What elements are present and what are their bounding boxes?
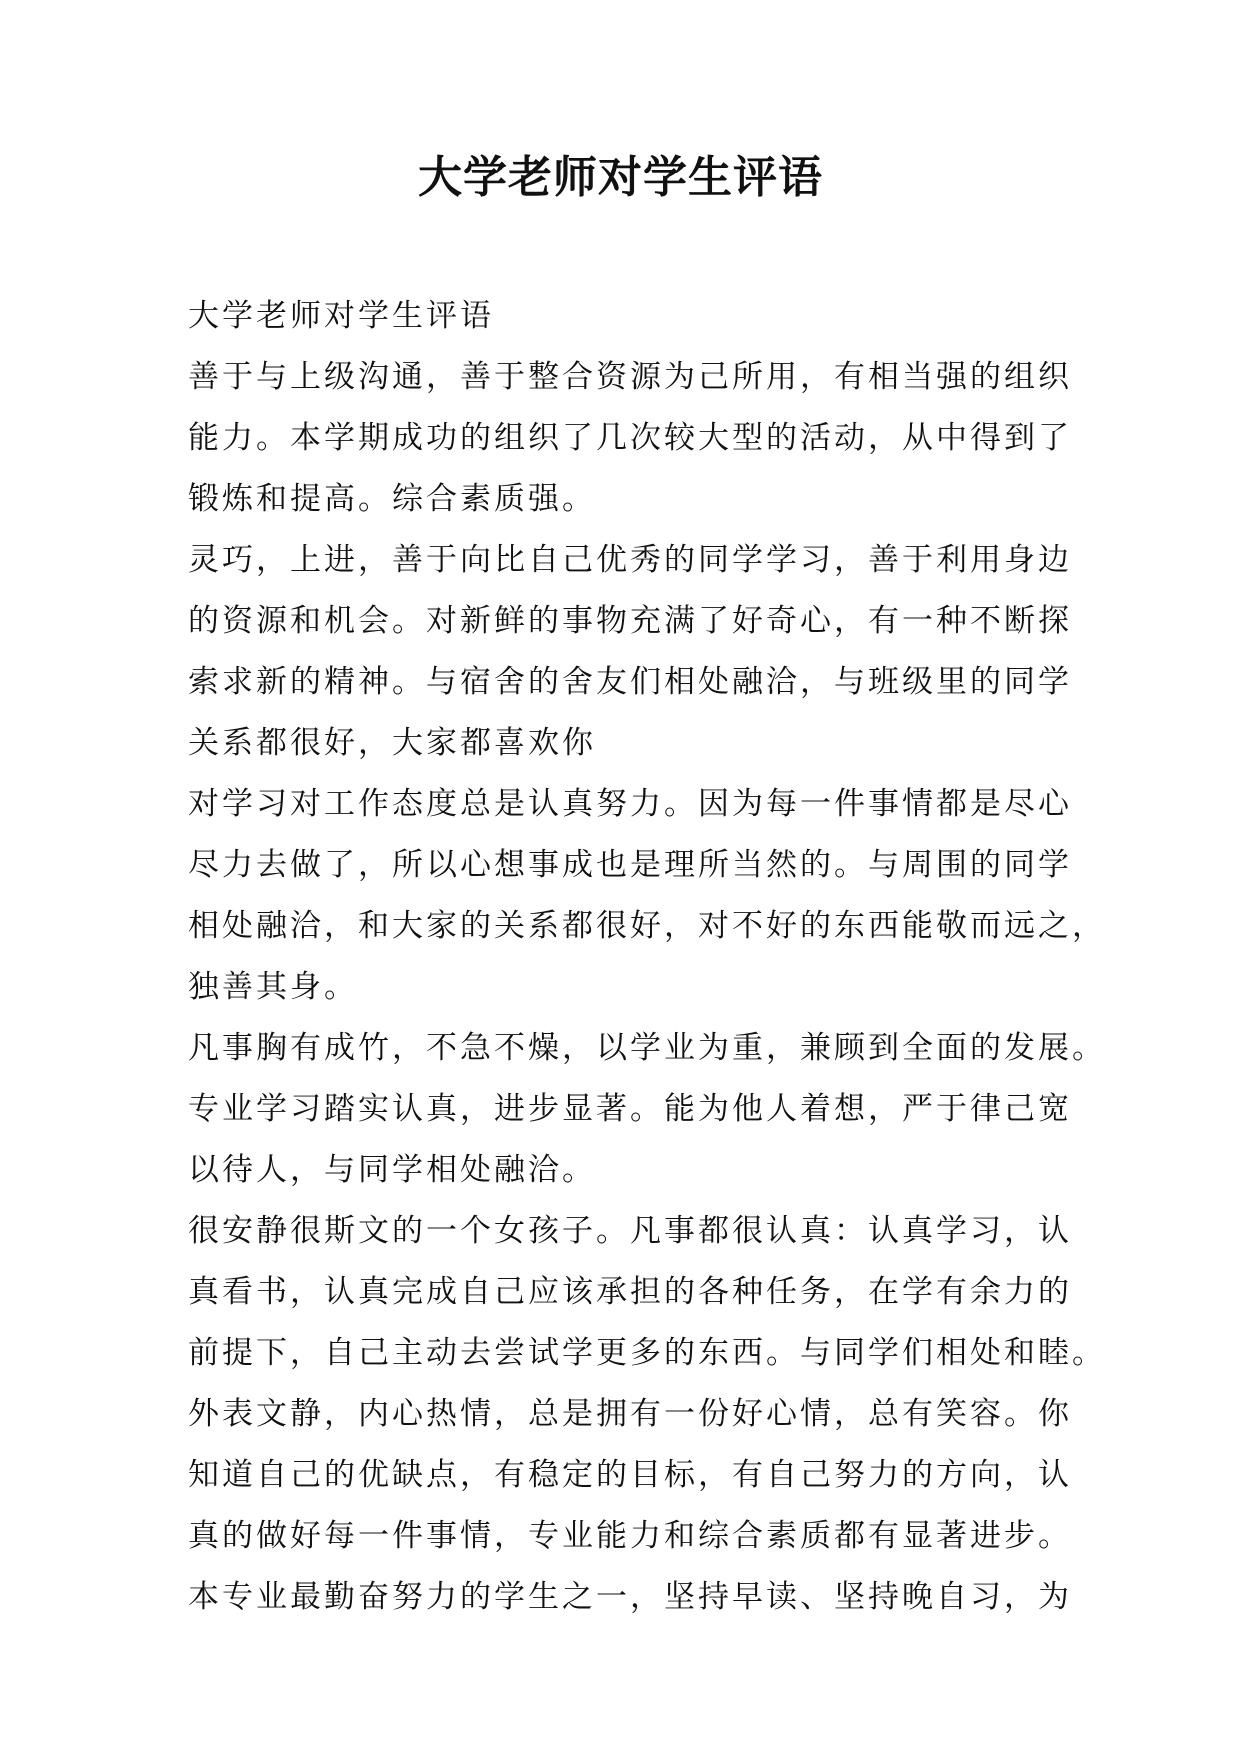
body-line: 相处融洽，和大家的关系都很好，对不好的东西能敬而远之，	[188, 908, 1106, 944]
document-body	[188, 286, 1106, 1628]
body-line: 尽力去做了，所以心想事成也是理所当然的。与周围的同学	[188, 847, 1072, 883]
body-line: 索求新的精神。与宿舍的舍友们相处融洽，与班级里的同学	[188, 664, 1072, 700]
body-line: 前提下，自己主动去尝试学更多的东西。与同学们相处和睦。	[188, 1335, 1106, 1371]
body-line: 凡事胸有成竹，不急不燥，以学业为重，兼顾到全面的发展。	[188, 1030, 1106, 1066]
body-line: 对学习对工作态度总是认真努力。因为每一件事情都是尽心	[188, 786, 1072, 822]
body-line: 专业学习踏实认真，进步显著。能为他人着想，严于律己宽	[188, 1091, 1072, 1127]
body-line: 很安静很斯文的一个女孩子。凡事都很认真：认真学习，认	[188, 1213, 1072, 1249]
body-line: 关系都很好，大家都喜欢你	[188, 725, 596, 761]
body-line: 能力。本学期成功的组织了几次较大型的活动，从中得到了	[188, 420, 1072, 456]
document-title: 大学老师对学生评语	[418, 152, 823, 203]
body-line: 锻炼和提高。综合素质强。	[188, 481, 596, 517]
body-line: 灵巧，上进，善于向比自己优秀的同学学习，善于利用身边	[188, 542, 1072, 578]
body-line: 善于与上级沟通，善于整合资源为己所用，有相当强的组织	[188, 359, 1072, 395]
body-line: 外表文静，内心热情，总是拥有一份好心情，总有笑容。你	[188, 1396, 1072, 1432]
body-line: 独善其身。	[188, 969, 358, 1005]
body-line: 知道自己的优缺点，有稳定的目标，有自己努力的方向，认	[188, 1457, 1072, 1493]
body-line: 本专业最勤奋努力的学生之一，坚持早读、坚持晚自习，为	[188, 1579, 1072, 1615]
body-line: 真的做好每一件事情，专业能力和综合素质都有显著进步。	[188, 1518, 1072, 1554]
body-line: 以待人，与同学相处融洽。	[188, 1152, 596, 1188]
body-line: 大学老师对学生评语	[188, 298, 494, 334]
body-line: 的资源和机会。对新鲜的事物充满了好奇心，有一种不断探	[188, 603, 1072, 639]
body-line: 真看书，认真完成自己应该承担的各种任务，在学有余力的	[188, 1274, 1072, 1310]
